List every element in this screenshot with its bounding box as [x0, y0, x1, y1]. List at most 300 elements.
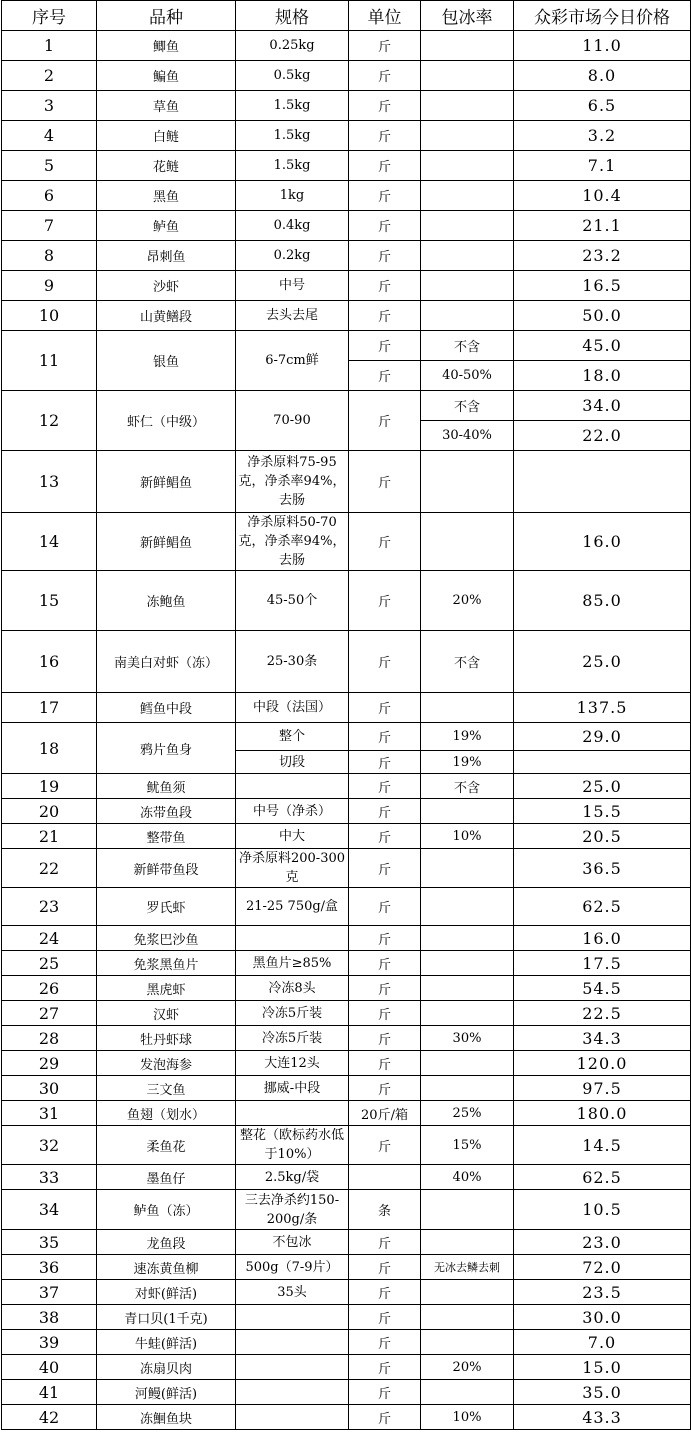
item-spec — [236, 774, 349, 799]
item-spec: 挪威-中段 — [236, 1076, 349, 1101]
row-number: 1 — [2, 31, 97, 61]
item-unit: 斤 — [349, 976, 421, 1001]
item-spec: 1.5kg — [236, 151, 349, 181]
item-ice-rate — [421, 951, 514, 976]
item-price: 62.5 — [514, 888, 691, 926]
item-unit: 斤 — [349, 181, 421, 211]
table-row — [2, 631, 691, 693]
item-price: 35.0 — [514, 1380, 691, 1405]
header-price: 众彩市场今日价格 — [514, 1, 691, 31]
item-unit: 斤 — [349, 1380, 421, 1405]
table-row — [2, 91, 691, 121]
item-name: 对虾(鲜活) — [97, 1280, 236, 1305]
item-unit: 斤 — [349, 849, 421, 888]
table-row — [2, 1280, 691, 1305]
item-unit: 斤 — [349, 723, 421, 751]
row-number: 32 — [2, 1126, 97, 1165]
item-unit: 斤 — [349, 824, 421, 849]
item-unit: 斤 — [349, 241, 421, 271]
item-price: 17.5 — [514, 951, 691, 976]
item-name: 冻带鱼段 — [97, 799, 236, 824]
table-row — [2, 888, 691, 926]
item-spec: 冷冻8头 — [236, 976, 349, 1001]
item-spec: 净杀原料200-300克 — [236, 849, 349, 888]
item-name: 冻扇贝肉 — [97, 1355, 236, 1380]
item-spec: 冷冻5斤装 — [236, 1026, 349, 1051]
item-spec: 25-30条 — [236, 631, 349, 693]
item-name: 三文鱼 — [97, 1076, 236, 1101]
table-row — [2, 211, 691, 241]
item-name: 鲈鱼（冻） — [97, 1190, 236, 1230]
table-row — [2, 61, 691, 91]
table-row — [2, 181, 691, 211]
item-name: 牛蛙(鲜活) — [97, 1330, 236, 1355]
row-number: 24 — [2, 926, 97, 951]
item-unit: 斤 — [349, 1001, 421, 1026]
table-row — [2, 693, 691, 723]
table-row — [2, 1255, 691, 1280]
item-unit: 斤 — [349, 693, 421, 723]
item-unit — [349, 1165, 421, 1190]
price-table — [1, 0, 691, 1430]
item-name: 发泡海参 — [97, 1051, 236, 1076]
row-number: 14 — [2, 513, 97, 571]
item-spec: 1.5kg — [236, 91, 349, 121]
item-price: 50.0 — [514, 301, 691, 331]
item-spec — [236, 1101, 349, 1126]
table-row — [2, 121, 691, 151]
item-price: 85.0 — [514, 571, 691, 631]
item-unit: 斤 — [349, 1305, 421, 1330]
table-row — [2, 1405, 691, 1430]
item-price: 22.5 — [514, 1001, 691, 1026]
item-name: 免浆巴沙鱼 — [97, 926, 236, 951]
item-price: 16.0 — [514, 513, 691, 571]
row-number: 28 — [2, 1026, 97, 1051]
item-unit: 斤 — [349, 91, 421, 121]
row-number: 22 — [2, 849, 97, 888]
item-price: 54.5 — [514, 976, 691, 1001]
item-price — [514, 451, 691, 513]
item-ice-rate — [421, 693, 514, 723]
item-ice-rate — [421, 211, 514, 241]
item-price: 18.0 — [514, 361, 691, 391]
item-spec: 中大 — [236, 824, 349, 849]
item-price: 180.0 — [514, 1101, 691, 1126]
item-spec: 整个 — [236, 723, 349, 751]
row-number: 26 — [2, 976, 97, 1001]
item-unit: 斤 — [349, 571, 421, 631]
item-unit: 斤 — [349, 271, 421, 301]
item-unit: 斤 — [349, 1280, 421, 1305]
item-price: 21.1 — [514, 211, 691, 241]
item-unit: 斤 — [349, 391, 421, 451]
table-row — [2, 1230, 691, 1255]
item-name: 虾仁（中级） — [97, 391, 236, 451]
item-price: 45.0 — [514, 331, 691, 361]
item-ice-rate — [421, 1051, 514, 1076]
item-spec — [236, 1355, 349, 1380]
item-ice-rate: 19% — [421, 751, 514, 774]
item-ice-rate: 19% — [421, 723, 514, 751]
item-price: 22.0 — [514, 421, 691, 451]
item-ice-rate: 30-40% — [421, 421, 514, 451]
item-name: 南美白对虾（冻） — [97, 631, 236, 693]
item-ice-rate — [421, 1305, 514, 1330]
row-number: 13 — [2, 451, 97, 513]
item-name: 黑虎虾 — [97, 976, 236, 1001]
item-ice-rate — [421, 91, 514, 121]
item-ice-rate — [421, 1380, 514, 1405]
item-ice-rate — [421, 1280, 514, 1305]
item-ice-rate — [421, 1001, 514, 1026]
table-row — [2, 31, 691, 61]
row-number: 12 — [2, 391, 97, 451]
item-price: 8.0 — [514, 61, 691, 91]
item-unit: 斤 — [349, 31, 421, 61]
table-row — [2, 1305, 691, 1330]
row-number: 42 — [2, 1405, 97, 1430]
item-name: 冻鮰鱼块 — [97, 1405, 236, 1430]
row-number: 29 — [2, 1051, 97, 1076]
table-header — [2, 1, 691, 31]
item-spec: 0.5kg — [236, 61, 349, 91]
item-spec: 2.5kg/袋 — [236, 1165, 349, 1190]
item-unit: 20斤/箱 — [349, 1101, 421, 1126]
item-price: 97.5 — [514, 1076, 691, 1101]
item-unit: 斤 — [349, 1330, 421, 1355]
item-ice-rate: 30% — [421, 1026, 514, 1051]
row-number: 33 — [2, 1165, 97, 1190]
item-name: 墨鱼仔 — [97, 1165, 236, 1190]
item-unit: 斤 — [349, 1355, 421, 1380]
item-spec: 黑鱼片≥85% — [236, 951, 349, 976]
item-spec — [236, 926, 349, 951]
item-price: 14.5 — [514, 1126, 691, 1165]
item-name: 鳕鱼中段 — [97, 693, 236, 723]
row-number: 20 — [2, 799, 97, 824]
item-spec: 45-50个 — [236, 571, 349, 631]
item-spec: 去头去尾 — [236, 301, 349, 331]
item-spec: 0.2kg — [236, 241, 349, 271]
item-unit: 斤 — [349, 751, 421, 774]
row-number: 35 — [2, 1230, 97, 1255]
item-ice-rate — [421, 513, 514, 571]
item-name: 新鲜鲳鱼 — [97, 451, 236, 513]
item-ice-rate: 不含 — [421, 391, 514, 421]
item-unit: 斤 — [349, 451, 421, 513]
table-row — [2, 799, 691, 824]
item-unit: 斤 — [349, 1051, 421, 1076]
row-number: 9 — [2, 271, 97, 301]
item-name: 汉虾 — [97, 1001, 236, 1026]
item-ice-rate — [421, 976, 514, 1001]
item-ice-rate: 20% — [421, 571, 514, 631]
item-ice-rate — [421, 926, 514, 951]
item-price: 11.0 — [514, 31, 691, 61]
item-name: 鱿鱼须 — [97, 774, 236, 799]
row-number: 39 — [2, 1330, 97, 1355]
table-row — [2, 1101, 691, 1126]
table-row — [2, 1380, 691, 1405]
item-price: 120.0 — [514, 1051, 691, 1076]
item-ice-rate — [421, 1230, 514, 1255]
item-spec: 1.5kg — [236, 121, 349, 151]
row-number: 8 — [2, 241, 97, 271]
item-unit: 斤 — [349, 1076, 421, 1101]
row-number: 38 — [2, 1305, 97, 1330]
item-ice-rate — [421, 1330, 514, 1355]
item-price: 62.5 — [514, 1165, 691, 1190]
item-ice-rate: 不含 — [421, 631, 514, 693]
item-name: 鲫鱼 — [97, 31, 236, 61]
item-unit: 斤 — [349, 211, 421, 241]
item-spec — [236, 1330, 349, 1355]
item-unit: 斤 — [349, 331, 421, 361]
table-row — [2, 301, 691, 331]
row-number: 31 — [2, 1101, 97, 1126]
item-price: 20.5 — [514, 824, 691, 849]
table-row — [2, 331, 691, 361]
row-number: 15 — [2, 571, 97, 631]
item-spec: 35头 — [236, 1280, 349, 1305]
item-ice-rate: 20% — [421, 1355, 514, 1380]
item-price: 34.3 — [514, 1026, 691, 1051]
row-number: 34 — [2, 1190, 97, 1230]
table-row — [2, 849, 691, 888]
row-number: 21 — [2, 824, 97, 849]
item-name: 龙鱼段 — [97, 1230, 236, 1255]
row-number: 4 — [2, 121, 97, 151]
item-spec: 500g（7-9片） — [236, 1255, 349, 1280]
item-spec — [236, 1380, 349, 1405]
header-no: 序号 — [2, 1, 97, 31]
item-unit: 斤 — [349, 1255, 421, 1280]
item-ice-rate: 40% — [421, 1165, 514, 1190]
item-spec: 中段（法国） — [236, 693, 349, 723]
item-unit: 斤 — [349, 631, 421, 693]
item-price: 10.5 — [514, 1190, 691, 1230]
item-price: 23.5 — [514, 1280, 691, 1305]
item-ice-rate: 10% — [421, 824, 514, 849]
item-name: 整带鱼 — [97, 824, 236, 849]
table-row — [2, 824, 691, 849]
item-price: 137.5 — [514, 693, 691, 723]
row-number: 6 — [2, 181, 97, 211]
item-unit: 斤 — [349, 926, 421, 951]
item-price: 72.0 — [514, 1255, 691, 1280]
item-spec: 21-25 750g/盒 — [236, 888, 349, 926]
item-name: 白鲢 — [97, 121, 236, 151]
row-number: 19 — [2, 774, 97, 799]
row-number: 27 — [2, 1001, 97, 1026]
item-price: 43.3 — [514, 1405, 691, 1430]
table-row — [2, 1190, 691, 1230]
item-price-empty — [514, 751, 691, 774]
table-row — [2, 1165, 691, 1190]
item-ice-rate — [421, 241, 514, 271]
table-row — [2, 951, 691, 976]
item-unit: 斤 — [349, 774, 421, 799]
table-row — [2, 391, 691, 421]
item-name: 新鲜带鱼段 — [97, 849, 236, 888]
row-number: 7 — [2, 211, 97, 241]
item-spec: 70-90 — [236, 391, 349, 451]
row-number: 25 — [2, 951, 97, 976]
item-price: 16.5 — [514, 271, 691, 301]
item-unit: 斤 — [349, 121, 421, 151]
item-spec: 整花（欧标药水低于10%） — [236, 1126, 349, 1165]
item-name: 银鱼 — [97, 331, 236, 391]
table-row — [2, 451, 691, 513]
item-price: 16.0 — [514, 926, 691, 951]
item-unit: 斤 — [349, 951, 421, 976]
item-price: 29.0 — [514, 723, 691, 751]
item-ice-rate — [421, 271, 514, 301]
item-ice-rate — [421, 849, 514, 888]
item-spec: 不包冰 — [236, 1230, 349, 1255]
table-row — [2, 1051, 691, 1076]
item-name: 柔鱼花 — [97, 1126, 236, 1165]
table-row — [2, 1001, 691, 1026]
item-unit: 斤 — [349, 301, 421, 331]
row-number: 17 — [2, 693, 97, 723]
item-unit: 斤 — [349, 361, 421, 391]
table-row — [2, 241, 691, 271]
header-ice-rate: 包冰率 — [421, 1, 514, 31]
row-number: 10 — [2, 301, 97, 331]
item-price: 15.5 — [514, 799, 691, 824]
item-unit: 斤 — [349, 61, 421, 91]
item-price: 25.0 — [514, 774, 691, 799]
item-name: 免浆黑鱼片 — [97, 951, 236, 976]
table-body — [2, 31, 691, 1430]
table-row — [2, 1330, 691, 1355]
row-number: 2 — [2, 61, 97, 91]
row-number: 18 — [2, 723, 97, 774]
header-unit: 单位 — [349, 1, 421, 31]
table-row — [2, 1026, 691, 1051]
header-spec: 规格 — [236, 1, 349, 31]
item-price: 3.2 — [514, 121, 691, 151]
item-ice-rate: 15% — [421, 1126, 514, 1165]
item-unit: 斤 — [349, 1230, 421, 1255]
item-name: 山黄鳝段 — [97, 301, 236, 331]
item-price: 10.4 — [514, 181, 691, 211]
row-number: 37 — [2, 1280, 97, 1305]
item-name: 速冻黄鱼柳 — [97, 1255, 236, 1280]
row-number: 23 — [2, 888, 97, 926]
item-name: 昂刺鱼 — [97, 241, 236, 271]
item-ice-rate — [421, 451, 514, 513]
item-spec — [236, 1305, 349, 1330]
item-ice-rate — [421, 121, 514, 151]
item-ice-rate — [421, 1190, 514, 1230]
item-spec: 0.4kg — [236, 211, 349, 241]
table-row — [2, 1355, 691, 1380]
row-number: 30 — [2, 1076, 97, 1101]
item-unit: 斤 — [349, 799, 421, 824]
item-spec: 切段 — [236, 751, 349, 774]
item-name: 沙虾 — [97, 271, 236, 301]
item-ice-rate: 10% — [421, 1405, 514, 1430]
item-unit: 斤 — [349, 1405, 421, 1430]
item-price: 34.0 — [514, 391, 691, 421]
item-ice-rate — [421, 1076, 514, 1101]
item-price: 25.0 — [514, 631, 691, 693]
row-number: 36 — [2, 1255, 97, 1280]
item-price: 23.0 — [514, 1230, 691, 1255]
item-unit: 斤 — [349, 1026, 421, 1051]
item-ice-rate: 40-50% — [421, 361, 514, 391]
item-ice-rate: 无冰去鳞去刺 — [421, 1255, 514, 1280]
item-name: 草鱼 — [97, 91, 236, 121]
item-spec: 冷冻5斤装 — [236, 1001, 349, 1026]
item-spec: 大连12头 — [236, 1051, 349, 1076]
item-ice-rate — [421, 31, 514, 61]
item-name: 牡丹虾球 — [97, 1026, 236, 1051]
item-name: 河鳗(鲜活) — [97, 1380, 236, 1405]
item-price: 23.2 — [514, 241, 691, 271]
item-name: 新鲜鲳鱼 — [97, 513, 236, 571]
item-spec: 净杀原料75-95克，净杀率94%，去肠 — [236, 451, 349, 513]
table-row — [2, 976, 691, 1001]
row-number: 16 — [2, 631, 97, 693]
item-price: 7.0 — [514, 1330, 691, 1355]
item-name: 花鲢 — [97, 151, 236, 181]
item-price: 15.0 — [514, 1355, 691, 1380]
item-name: 黑鱼 — [97, 181, 236, 211]
table-row — [2, 723, 691, 751]
header-row — [2, 1, 691, 31]
item-name: 青口贝(1千克) — [97, 1305, 236, 1330]
item-unit: 斤 — [349, 513, 421, 571]
item-spec: 中号 — [236, 271, 349, 301]
item-spec: 1kg — [236, 181, 349, 211]
item-spec — [236, 1405, 349, 1430]
item-name: 鱼翅（划水） — [97, 1101, 236, 1126]
item-unit: 斤 — [349, 888, 421, 926]
item-price: 36.5 — [514, 849, 691, 888]
item-name: 罗氏虾 — [97, 888, 236, 926]
item-ice-rate — [421, 61, 514, 91]
table-row — [2, 926, 691, 951]
table-row — [2, 1076, 691, 1101]
table-row — [2, 513, 691, 571]
item-ice-rate — [421, 799, 514, 824]
item-spec: 净杀原料50-70克，净杀率94%，去肠 — [236, 513, 349, 571]
item-price: 30.0 — [514, 1305, 691, 1330]
item-spec: 6-7cm鲜 — [236, 331, 349, 391]
item-ice-rate — [421, 181, 514, 211]
item-unit: 斤 — [349, 1126, 421, 1165]
item-unit: 斤 — [349, 151, 421, 181]
table-row — [2, 1126, 691, 1165]
item-price: 6.5 — [514, 91, 691, 121]
item-name: 鲈鱼 — [97, 211, 236, 241]
item-price: 7.1 — [514, 151, 691, 181]
row-number: 3 — [2, 91, 97, 121]
table-row — [2, 774, 691, 799]
item-ice-rate: 不含 — [421, 774, 514, 799]
item-ice-rate — [421, 301, 514, 331]
item-spec: 三去净杀约150-200g/条 — [236, 1190, 349, 1230]
table-row — [2, 151, 691, 181]
table-row — [2, 571, 691, 631]
row-number: 5 — [2, 151, 97, 181]
item-ice-rate: 25% — [421, 1101, 514, 1126]
table-row — [2, 271, 691, 301]
